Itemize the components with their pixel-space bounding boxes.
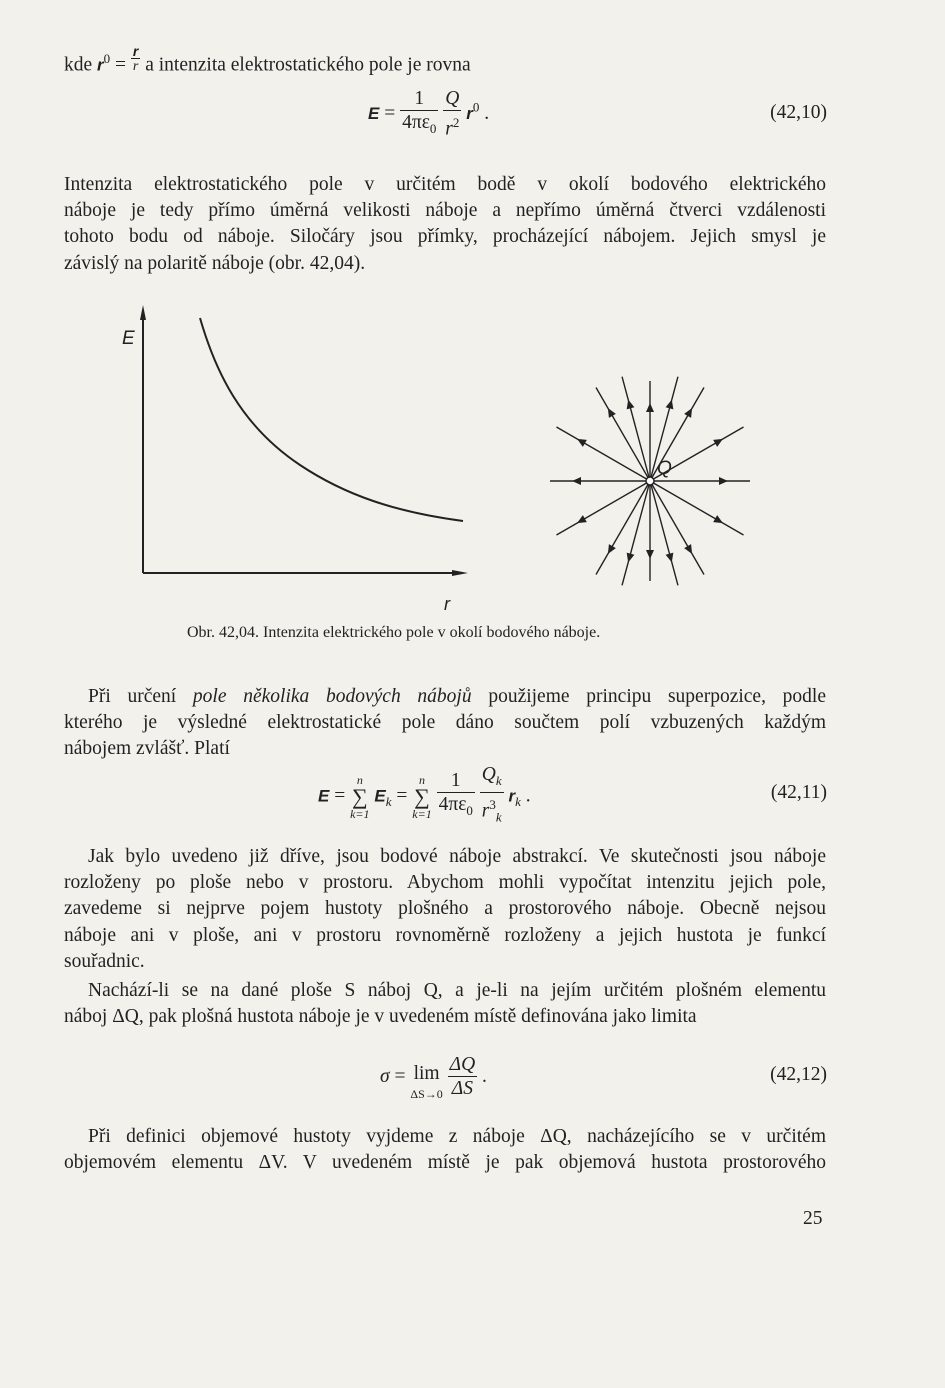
intro-line bbox=[64, 42, 471, 79]
intro-text: a intenzita elektrostatického pole je rovna bbox=[145, 54, 471, 76]
eq2-vector-sub: k bbox=[515, 794, 521, 809]
page-number: 25 bbox=[803, 1208, 823, 1229]
eq1-f2-den-sup: 2 bbox=[452, 115, 460, 130]
eq2-sum-1-bottom: k=1 bbox=[350, 806, 370, 821]
para2-emphasis: pole několika bodových nábojů bbox=[192, 686, 472, 707]
intro-fraction-num: r bbox=[132, 42, 139, 59]
field-line bbox=[650, 481, 744, 535]
eq1-f1-num: 1 bbox=[400, 88, 438, 111]
field-line-arrow bbox=[719, 477, 728, 485]
eq2-period: . bbox=[525, 785, 531, 807]
field-line-arrow bbox=[646, 403, 654, 412]
equation-number-42-10: (42,10) bbox=[770, 102, 827, 123]
eq1-f2-den-text: r bbox=[445, 118, 453, 140]
paragraph-line: náboje ani v ploše, ani v prostoru rovnoměrně rozloženy a jejich hustota je funkcí bbox=[64, 924, 826, 946]
eq3-lhs: σ bbox=[380, 1066, 390, 1087]
eq3-num: ΔQ bbox=[449, 1053, 476, 1075]
field-line-arrow bbox=[646, 550, 654, 559]
paragraph-line: rozloženy po ploše nebo v prostoru. Abychom mohli vypočítat intenzitu jejich pole, bbox=[64, 872, 826, 894]
field-line-arrow bbox=[666, 400, 674, 410]
eq2-f1-den-sub: 0 bbox=[466, 803, 473, 819]
y-axis-arrow bbox=[140, 305, 146, 320]
figure-caption: Obr. 42,04. Intenzita elektrického pole v okolí bodového náboje. bbox=[187, 624, 601, 641]
eq2-f2-den-sup: 3 bbox=[489, 796, 496, 812]
eq2-f2-den bbox=[480, 793, 504, 829]
eq2-fraction-1 bbox=[437, 770, 475, 823]
eq2-f2-num bbox=[480, 764, 504, 793]
eq2-sum-1-symbol: ∑ bbox=[351, 783, 368, 809]
field-line-arrow bbox=[684, 544, 692, 554]
eq3-period: . bbox=[482, 1066, 487, 1087]
field-line bbox=[596, 387, 650, 481]
field-line-arrow bbox=[577, 515, 587, 523]
x-axis-label: r bbox=[444, 594, 450, 614]
field-graph bbox=[122, 305, 468, 614]
eq2-term-sub: k bbox=[385, 794, 392, 809]
eq2-sum-2-symbol: ∑ bbox=[414, 783, 430, 809]
paragraph-line: objemovém elementu ΔV. V uvedeném místě je pak objemová hustota prostorového bbox=[64, 1152, 826, 1174]
eq2-sum-2-top: n bbox=[419, 772, 425, 787]
eq2-f2-num-text: Q bbox=[481, 764, 496, 785]
eq1-equals: = bbox=[384, 103, 396, 125]
equation-42-11 bbox=[318, 764, 531, 829]
eq3-equals: = bbox=[394, 1066, 406, 1087]
paragraph-3 bbox=[64, 844, 826, 975]
eq2-f1-den bbox=[437, 793, 475, 823]
paragraph-line: závislý na polaritě náboje (obr. 42,04). bbox=[64, 252, 366, 274]
eq2-vector: r bbox=[508, 786, 516, 806]
field-line-arrow bbox=[608, 408, 616, 418]
intro-fraction-den: r bbox=[132, 58, 139, 74]
field-line bbox=[622, 481, 650, 585]
field-line-arrow bbox=[608, 544, 616, 554]
field-line bbox=[650, 481, 678, 585]
eq2-f2-den-text: r bbox=[481, 800, 490, 822]
field-line bbox=[622, 377, 650, 481]
paragraph-2 bbox=[64, 684, 826, 763]
field-line-arrow bbox=[684, 408, 692, 418]
eq1-vector: r bbox=[466, 104, 473, 124]
paragraph-line: Nachází-li se na dané ploše S náboj Q, a je-li na jejím určitém plošném elementu bbox=[88, 980, 826, 1001]
intro-fraction bbox=[131, 44, 140, 75]
eq2-equals: = bbox=[334, 785, 346, 807]
eq1-fraction-2 bbox=[443, 88, 461, 142]
eq3-lim-word: lim bbox=[413, 1063, 440, 1084]
equation-number-42-12: (42,12) bbox=[770, 1064, 827, 1085]
field-line-arrow bbox=[713, 515, 723, 523]
field-line bbox=[556, 481, 650, 535]
field-line bbox=[596, 481, 650, 575]
paragraph-line: náboj ΔQ, pak plošná hustota náboje je v uvedeném místě definována jako limita bbox=[64, 1006, 697, 1028]
eq2-equals-2: = bbox=[396, 785, 408, 807]
paragraph-line: náboje je tedy přímo úměrná velikosti náboje a nepřímo úměrná čtverci vzdálenosti bbox=[64, 200, 826, 222]
intro-equals: = bbox=[115, 54, 127, 76]
paragraph-line: kterého je výsledné elektrostatické pole dáno součtem polí vzbuzených každým bbox=[64, 712, 826, 734]
paragraph-line: Jak bylo uvedeno již dříve, jsou bodové náboje abstrakcí. Ve skutečnosti jsou náboje bbox=[88, 846, 826, 867]
paragraph-5 bbox=[64, 1124, 826, 1176]
eq1-period: . bbox=[484, 103, 490, 125]
paragraph-4 bbox=[64, 978, 826, 1030]
paragraph-line bbox=[64, 684, 826, 710]
paragraph-line: nábojem zvlášť. Platí bbox=[64, 738, 230, 760]
x-axis-arrow bbox=[452, 570, 468, 576]
paragraph-line: tohoto bodu od náboje. Siločáry jsou přímky, procházející nábojem. Jejich smysl je bbox=[64, 226, 826, 248]
eq2-f1-den-text: 4πε bbox=[438, 794, 467, 816]
eq2-lhs: E bbox=[318, 786, 330, 806]
eq2-sum-1 bbox=[350, 773, 369, 821]
eq2-f2-num-sub: k bbox=[495, 772, 502, 788]
eq2-f2-den-sub: k bbox=[495, 809, 502, 825]
intro-word: kde bbox=[64, 54, 93, 76]
equation-42-10 bbox=[368, 88, 489, 142]
field-line-arrow bbox=[666, 553, 674, 563]
charge-label: Q bbox=[657, 458, 672, 479]
eq1-f1-den-sub: 0 bbox=[429, 121, 437, 137]
equation-number-42-11: (42,11) bbox=[770, 782, 827, 803]
field-line-arrow bbox=[713, 439, 723, 447]
eq1-fraction-1 bbox=[400, 88, 438, 141]
eq1-f1-den bbox=[400, 111, 438, 141]
para2-start: Při určení bbox=[88, 686, 177, 707]
field-line bbox=[556, 427, 650, 481]
intro-unit-vector-sup: 0 bbox=[103, 51, 111, 66]
eq1-f2-den bbox=[443, 111, 461, 142]
paragraph-line: Při definici objemové hustoty vyjdeme z náboje ΔQ, nacházejícího se v určitém bbox=[88, 1126, 826, 1147]
field-line-arrow bbox=[627, 553, 635, 563]
field-curve bbox=[200, 318, 463, 521]
paragraph-line: zavedeme si nejprve pojem hustoty plošného a prostorového náboje. Obecně nejsou bbox=[64, 898, 826, 920]
eq3-limit bbox=[410, 1064, 442, 1104]
eq2-sum-2 bbox=[412, 773, 431, 821]
eq2-term: E bbox=[374, 786, 386, 806]
eq2-sum-2-bottom: k=1 bbox=[412, 806, 432, 821]
intro-unit-vector: r bbox=[97, 55, 104, 75]
eq2-sum-1-top: n bbox=[356, 772, 363, 787]
eq3-fraction bbox=[448, 1054, 478, 1101]
eq1-f1-den-text: 4πε bbox=[402, 112, 430, 134]
eq2-f1-num: 1 bbox=[437, 770, 475, 793]
paragraph-line: Intenzita elektrostatického pole v určitém bodě v okolí bodového elektrického bbox=[64, 174, 826, 195]
paragraph-1 bbox=[64, 172, 826, 277]
eq2-fraction-2 bbox=[480, 764, 504, 829]
field-line bbox=[650, 481, 704, 575]
eq1-lhs: E bbox=[368, 104, 380, 124]
y-axis-label: E bbox=[122, 328, 135, 349]
point-charge bbox=[646, 477, 654, 485]
equation-42-12 bbox=[380, 1050, 487, 1104]
eq1-vector-sup: 0 bbox=[472, 99, 480, 115]
eq3-den: ΔS bbox=[451, 1077, 473, 1099]
eq1-f2-num: Q bbox=[445, 88, 460, 109]
field-line-arrow bbox=[572, 477, 581, 485]
field-line-arrow bbox=[627, 400, 635, 410]
eq3-lim-sub: ΔS→0 bbox=[410, 1087, 443, 1101]
paragraph-line: souřadnic. bbox=[64, 950, 145, 972]
para2-rest: použijeme principu superpozice, podle bbox=[488, 686, 826, 707]
field-line-arrow bbox=[577, 439, 587, 447]
figure-42-04 bbox=[0, 296, 945, 616]
